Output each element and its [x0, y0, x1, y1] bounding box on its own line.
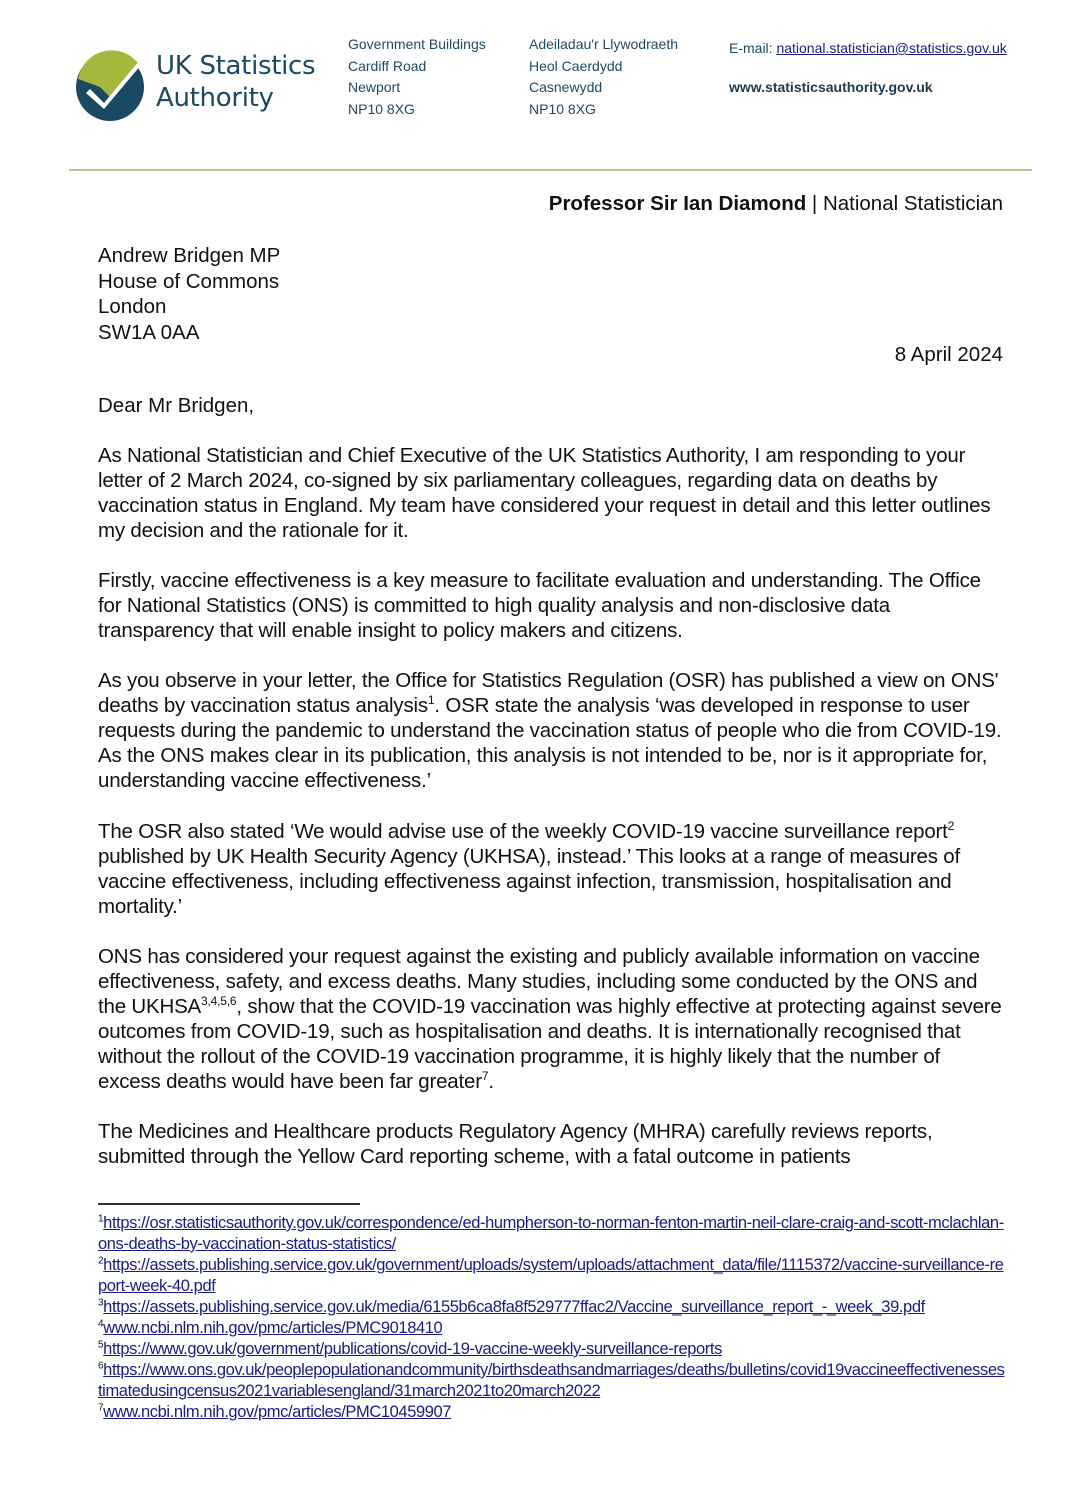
footnote-item: [98, 1255, 1008, 1297]
footnote-number: 4: [98, 1318, 104, 1330]
paragraph-text: ONS has considered your request against the existing and publicly available information on vaccine effectiveness, safety, and excess deaths. Many studies, including some conducted by the ONS and the UKHSA: [98, 945, 980, 1018]
recipient-line: SW1A 0AA: [98, 320, 200, 344]
footnote-link[interactable]: https://assets.publishing.service.gov.uk/media/6155b6ca8fa8f529777ffac2/Vaccine_surveillance_report_-_week_39.pdf: [103, 1298, 925, 1316]
footnote-link[interactable]: www.ncbi.nlm.nih.gov/pmc/articles/PMC9018410: [103, 1319, 443, 1337]
logo-line-2: Authority: [156, 83, 274, 113]
recipient-line: House of Commons: [98, 269, 280, 293]
footnote-link[interactable]: https://assets.publishing.service.gov.uk/government/uploads/system/uploads/attachment_data/file/1115372/vaccine-surveillance-report-week-40.pdf: [98, 1256, 1004, 1295]
contact-details: [729, 40, 1007, 95]
logo-line-1: UK Statistics: [156, 51, 316, 81]
paragraph-text: .: [488, 1070, 494, 1093]
footnote-link[interactable]: https://osr.statisticsauthority.gov.uk/correspondence/ed-humpherson-to-norman-fenton-martin-neil-clare-craig-and-scott-mclachlan-ons-deaths-by-vaccination-status-statistics/: [98, 1214, 1004, 1253]
address-line: Newport: [348, 79, 401, 95]
footnote-ref[interactable]: 1: [427, 693, 435, 708]
footnote-item: [98, 1213, 1008, 1255]
footnote-number: 2: [98, 1255, 104, 1267]
address-line: NP10 8XG: [529, 100, 596, 117]
paragraph-text: As you observe in your letter, the Office for Statistics Regulation (OSR) has published a view on ONS' deaths by vaccination status analysis: [98, 669, 999, 717]
website-link[interactable]: www.statisticsauthority.gov.uk: [729, 79, 933, 95]
footnote-number: 1: [98, 1213, 104, 1225]
uk-statistics-authority-logo: [72, 44, 332, 124]
address-line: Heol Caerdydd: [529, 57, 623, 74]
paragraph-text: , show that the COVID-19 vaccination was highly effective at protecting against severe outcomes from COVID-19, such as hospitalisation and deaths. It is internationally recognised that without the rollout of the COVID-19 vaccination programme, it is highly likely that the number of excess deaths would have been far greater: [98, 995, 1002, 1093]
paragraph-text: . OSR state the analysis ‘was developed in response to user requests during the pandemic to understand the vaccination status of people who die from COVID-19. As the ONS makes clear in its publication, this analysis is not intended to be, nor is it appropriate for, understanding vaccine effectiveness.’: [98, 694, 1002, 792]
footnote-item: [98, 1360, 1008, 1402]
footnote-item: [98, 1339, 1008, 1360]
email-label: E-mail:: [729, 40, 777, 56]
footnote-number: 6: [98, 1360, 104, 1372]
sender-name: Professor Sir Ian Diamond: [548, 192, 807, 215]
recipient-address: [98, 243, 280, 345]
footnotes: [98, 1213, 1008, 1423]
sender-title: National Statistician: [822, 192, 1003, 215]
footnote-item: [98, 1297, 1008, 1318]
footnote-ref[interactable]: 3,4,5,6: [201, 994, 237, 1009]
address-line: Government Buildings: [348, 36, 486, 52]
body-paragraph-3: [98, 668, 1008, 793]
recipient-line: Andrew Bridgen MP: [98, 244, 281, 267]
address-line: Cardiff Road: [348, 57, 427, 74]
recipient-line: London: [98, 295, 167, 318]
footnote-number: 7: [98, 1402, 104, 1414]
paragraph-text: The OSR also stated ‘We would advise use of the weekly COVID-19 vaccine surveillance report: [98, 820, 948, 843]
email-link[interactable]: national.statistician@statistics.gov.uk: [776, 40, 1007, 56]
footnote-item: [98, 1402, 1008, 1423]
sender-separator: |: [806, 192, 823, 215]
body-paragraph-1: As National Statistician and Chief Executive of the UK Statistics Authority, I am responding to your letter of 2 March 2024, co-signed by six parliamentary colleagues, regarding data on deaths by vaccination status in England. My team have considered your request in detail and this letter outlines my decision and the rationale for it.: [98, 444, 991, 542]
body-paragraph-2: Firstly, vaccine effectiveness is a key measure to facilitate evaluation and understanding. The Office for National Statistics (ONS) is committed to high quality analysis and non-disclosive data transparency that will enable insight to policy makers and citizens.: [98, 569, 981, 642]
checkmark-logo-icon: [72, 49, 150, 123]
footnote-ref[interactable]: 2: [947, 819, 955, 834]
address-english: [348, 34, 486, 120]
footnote-link[interactable]: https://www.ons.gov.uk/peoplepopulationandcommunity/birthsdeathsandmarriages/deaths/bulletins/covid19vaccineeffectivenessestimatedusingcensus2021variablesengland/31march2021to20march2022: [98, 1361, 1005, 1400]
header-divider: [69, 169, 1032, 171]
footnote-link[interactable]: https://www.gov.uk/government/publications/covid-19-vaccine-weekly-surveillance-reports: [103, 1340, 722, 1358]
address-line: NP10 8XG: [348, 100, 415, 117]
footnote-number: 5: [98, 1339, 104, 1351]
footnote-item: [98, 1318, 1008, 1339]
letter-date: 8 April 2024: [894, 343, 1003, 366]
footnote-number: 3: [98, 1297, 104, 1309]
address-line: Casnewydd: [529, 79, 603, 95]
body-paragraph-6: The Medicines and Healthcare products Regulatory Agency (MHRA) carefully reviews reports, submitted through the Yellow Card reporting scheme, with a fatal outcome in patients: [98, 1120, 933, 1168]
footnote-divider: [98, 1203, 360, 1205]
address-welsh: [529, 34, 678, 120]
sender-line: [549, 192, 1003, 216]
salutation: Dear Mr Bridgen,: [98, 394, 255, 417]
address-line: Adeiladau'r Llywodraeth: [529, 36, 678, 52]
footnote-ref[interactable]: 7: [481, 1069, 489, 1084]
email-row: [729, 40, 1007, 56]
body-paragraph-4: [98, 819, 1008, 919]
body-paragraph-5: [98, 944, 1008, 1094]
paragraph-text: published by UK Health Security Agency (UKHSA), instead.’ This looks at a range of measures of vaccine effectiveness, including effectiveness against infection, transmission, hospitalisation and mortality.’: [98, 845, 960, 918]
footnote-link[interactable]: www.ncbi.nlm.nih.gov/pmc/articles/PMC10459907: [103, 1403, 452, 1421]
logo-wordmark: [156, 50, 315, 114]
